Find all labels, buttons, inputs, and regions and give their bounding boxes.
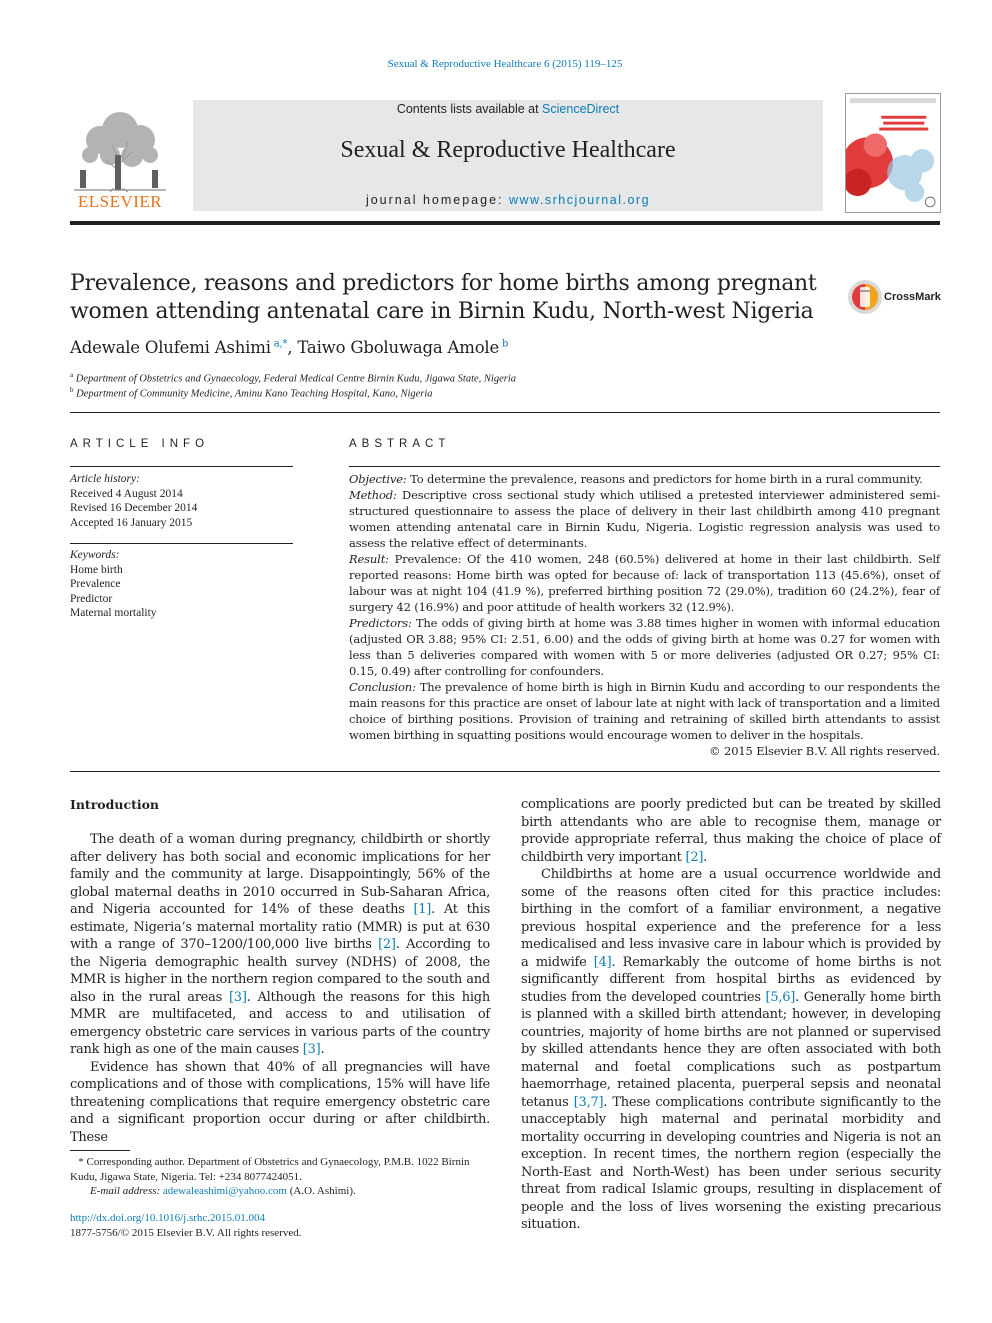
abstract-heading: ABSTRACT: [349, 438, 451, 450]
footnote-email: [70, 1184, 490, 1199]
article-info-rule: [70, 466, 293, 467]
affiliation-b: [70, 386, 433, 400]
p3-text-d: . These complications contribute significantly to the unacceptably high maternal and perinatal morbidity and mortality occurring in developing countries and Nigeria is not an exception. In recent times, the northern region (especially the North-East and North-West) has been under serious security threat from radical Islamic groups, resulting in displacement of people and the loss of lives worsening the existing precarious situation.: [521, 1094, 941, 1232]
received-date: Received 4 August 2014: [70, 487, 183, 500]
p1-text-b: . At this estimate, Nigeria’s maternal mortality ratio (MMR) is put at 630 with a range of 370–1200/100,000 live births: [70, 902, 490, 952]
p2-cont-text-a: complications are poorly predicted but can be treated by skilled birth attendants who are able to recognise them, manage or provide appropriate referral, thus making the choice of place of childbirth very important: [521, 797, 941, 865]
abstract-conclusion: [349, 679, 940, 743]
abstract-copyright: © 2015 Elsevier B.V. All rights reserved.: [709, 744, 940, 758]
author-2-name[interactable]: Taiwo Gboluwaga Amole: [297, 338, 500, 357]
method-label: Method:: [349, 488, 397, 502]
paragraph-2-continued: [521, 796, 941, 866]
objective-text: To determine the prevalence, reasons and predictors for home birth in a rural community.: [406, 472, 923, 486]
accepted-date: Accepted 16 January 2015: [70, 516, 193, 529]
author-1-name[interactable]: Adewale Olufemi Ashimi: [70, 338, 271, 357]
footnote-mark: *: [78, 1156, 84, 1168]
p1-text-e: .: [320, 1042, 325, 1057]
abstract-method: [349, 487, 940, 551]
citation-link[interactable]: [3]: [228, 989, 247, 1005]
body-column-left: [70, 831, 490, 1146]
keywords-rule: [70, 543, 293, 544]
predictors-label: Predictors:: [349, 616, 412, 630]
abstract-result: [349, 551, 940, 615]
journal-cover-thumbnail[interactable]: [845, 93, 941, 213]
abstract-body: [349, 471, 940, 759]
conclusion-text: The prevalence of home birth is high in Birnin Kudu and according to our respondents the main reasons for this practice are onset of labour late at night with lack of transportation and a limited choice of birthing positions. Provision of training and retraining of skilled birth attendants to assist women birthing in squatting positions would encourage women to deliver in the hospitals.: [349, 680, 940, 742]
keyword-item: Predictor: [70, 592, 113, 605]
paragraph-3: [521, 866, 941, 1234]
citation-link[interactable]: [2]: [685, 849, 704, 865]
author-separator: ,: [287, 338, 298, 357]
method-text: Descriptive cross sectional study which utilised a pretested interviewer administered semi-structured questionnaire to assess the place of delivery in their last childbirth among 410 pregnant women attending antenatal care in Birnin Kudu, Nigeria. Logistic regression analysis was used to assess the relative effect of determinants.: [349, 488, 940, 550]
p1-text-a: The death of a woman during pregnancy, childbirth or shortly after delivery has both social and economic implications for her family and the community at large. Disappointingly, 56% of the global maternal deaths in 2010 occurred in Sub-Saharan Africa, and Nigeria accounted for 14% of these deaths: [70, 832, 490, 917]
abstract-end-rule: [70, 771, 940, 772]
doi-link[interactable]: http://dx.doi.org/10.1016/j.srhc.2015.01.004: [70, 1212, 266, 1224]
p3-text-a: Childbirths at home are a usual occurrence worldwide and some of the reasons often cited for this practice includes: birthing in the comfort of a familiar environment, a negative previous hospital experience and the preference for a less medicalised and less invasive care in labour which is provided by a midwife: [521, 867, 941, 970]
revised-date: Revised 16 December 2014: [70, 502, 198, 514]
keyword-item: Maternal mortality: [70, 607, 157, 619]
p3-text-c: . Generally home birth is planned with a skilled birth attendant; however, in developing countries, majority of home births are not planned or supervised by skilled attendants hence they are often associated with both maternal and foetal complications such as postpartum haemorrhage, retained placenta, puerperal sepsis and neonatal tetanus: [521, 989, 941, 1110]
paragraph-1: [70, 831, 490, 1059]
email-link[interactable]: adewaleashimi@yahoo.com: [162, 1185, 287, 1197]
email-suffix: (A.O. Ashimi).: [286, 1185, 356, 1197]
homepage-prefix: journal homepage:: [365, 193, 509, 207]
email-label: E-mail address:: [90, 1185, 161, 1197]
affiliation-a-text: Department of Obstetrics and Gynaecology, Federal Medical Centre Birnin Kudu, Jigawa State, Nigeria: [73, 373, 516, 385]
article-title-line-2: women attending antenatal care in Birnin Kudu, North-west Nigeria: [70, 299, 814, 324]
footnote-rule: [70, 1150, 130, 1151]
history-label: Article history:: [70, 473, 140, 485]
paragraph-2: Evidence has shown that 40% of all pregnancies will have complications and of those with complications, 15% will have life threatening complications that require emergency obstetric care and a significant proportion occur during or after childbirth. These: [70, 1059, 490, 1145]
citation-link[interactable]: [4]: [593, 954, 612, 970]
homepage-link[interactable]: www.srhcjournal.org: [508, 193, 651, 207]
keyword-item: Prevalence: [70, 578, 121, 590]
footnote-main: [70, 1155, 490, 1184]
article-history: [70, 472, 197, 530]
affiliation-a: [70, 371, 516, 385]
keyword-item: Home birth: [70, 563, 123, 576]
journal-title: Sexual & Reproductive Healthcare: [340, 137, 676, 163]
contents-available-line: [193, 102, 823, 116]
article-info-heading: ARTICLE INFO: [70, 438, 210, 450]
result-text: Prevalence: Of the 410 women, 248 (60.5%) delivered at home in their last childbirth. Self reported reasons: Home birth was opted for because of: lack of transportation 113 (45.6%), onset of labour was at night 104 (41.9 %), preferred birthing position 72 (29.0%), tradition 60 (24.2%), fear of surgery 42 (16.9%) and poor attitude of health workers 32 (12.9%).: [349, 552, 940, 614]
author-list: [70, 338, 508, 357]
header-rule: [70, 221, 940, 225]
journal-reference-link[interactable]: Sexual & Reproductive Healthcare 6 (2015) 119–125: [387, 58, 623, 70]
introduction-heading: Introduction: [70, 797, 160, 812]
citation-link[interactable]: [3,7]: [573, 1094, 604, 1110]
elsevier-wordmark: ELSEVIER: [77, 192, 163, 211]
journal-homepage-line: [193, 193, 823, 207]
citation-link[interactable]: [1]: [413, 902, 432, 917]
sciencedirect-link[interactable]: ScienceDirect: [542, 102, 620, 116]
author-1-marks[interactable]: a,*: [270, 338, 288, 350]
p1-text-d: . Although the reasons for this high MMR are multifaceted, and access to and utilisation of emergency obstetric care services in various parts of the country rank high as one of the main causes: [70, 989, 490, 1057]
result-label: Result:: [349, 552, 389, 566]
citation-link[interactable]: [3]: [302, 1042, 321, 1057]
abstract-objective: [349, 471, 940, 487]
affiliation-b-text: Department of Community Medicine, Aminu Kano Teaching Hospital, Kano, Nigeria: [73, 388, 433, 400]
objective-label: Objective:: [349, 472, 407, 486]
contents-prefix: Contents lists available at: [396, 102, 543, 116]
p2-cont-text-b: .: [703, 849, 708, 865]
author-2-marks[interactable]: b: [499, 338, 509, 350]
p3-text-b: . Remarkably the outcome of home births is not significantly different from hospital births as evidenced by studies from the developed countries: [521, 954, 941, 1005]
abstract-predictors: [349, 615, 940, 679]
keywords-label: Keywords:: [70, 549, 120, 561]
p1-text-c: . According to the Nigeria demographic health survey (NDHS) of 2008, the MMR is higher in the northern region compared to the south and also in the rural areas: [70, 937, 490, 1005]
affiliation-a-mark: a: [70, 371, 74, 379]
body-column-right: [521, 796, 941, 1234]
affiliation-rule: [70, 412, 940, 413]
article-title: [70, 270, 830, 326]
citation-link[interactable]: [5,6]: [765, 989, 796, 1005]
conclusion-label: Conclusion:: [349, 680, 416, 694]
affiliation-b-mark: b: [70, 386, 74, 394]
corresponding-author-footnote: [70, 1155, 490, 1199]
footnote-text: Corresponding author. Department of Obstetrics and Gynaecology, P.M.B. 1022 Birnin Kudu, Jigawa State, Nigeria. Tel: +234 8077424051.: [70, 1156, 470, 1183]
issn-copyright: 1877-5756/© 2015 Elsevier B.V. All rights reserved.: [70, 1227, 302, 1239]
citation-link[interactable]: [2]: [378, 937, 396, 952]
crossmark-icon[interactable]: [847, 279, 883, 315]
keywords-block: [70, 548, 157, 621]
abstract-rule: [349, 466, 940, 467]
article-title-line-1: Prevalence, reasons and predictors for home births among pregnant: [70, 271, 817, 296]
predictors-text: The odds of giving birth at home was 3.88 times higher in women with informal education (adjusted OR 3.88; 95% CI: 2.51, 6.00) and the odds of giving birth at home was 0.27 for women with less than 5 deliveries compared with women with 5 or more deliveries (adjusted OR 0.27; 95% CI: 0.15, 0.49) after controlling for confounders.: [349, 616, 940, 678]
crossmark-label[interactable]: CrossMark: [884, 291, 941, 303]
